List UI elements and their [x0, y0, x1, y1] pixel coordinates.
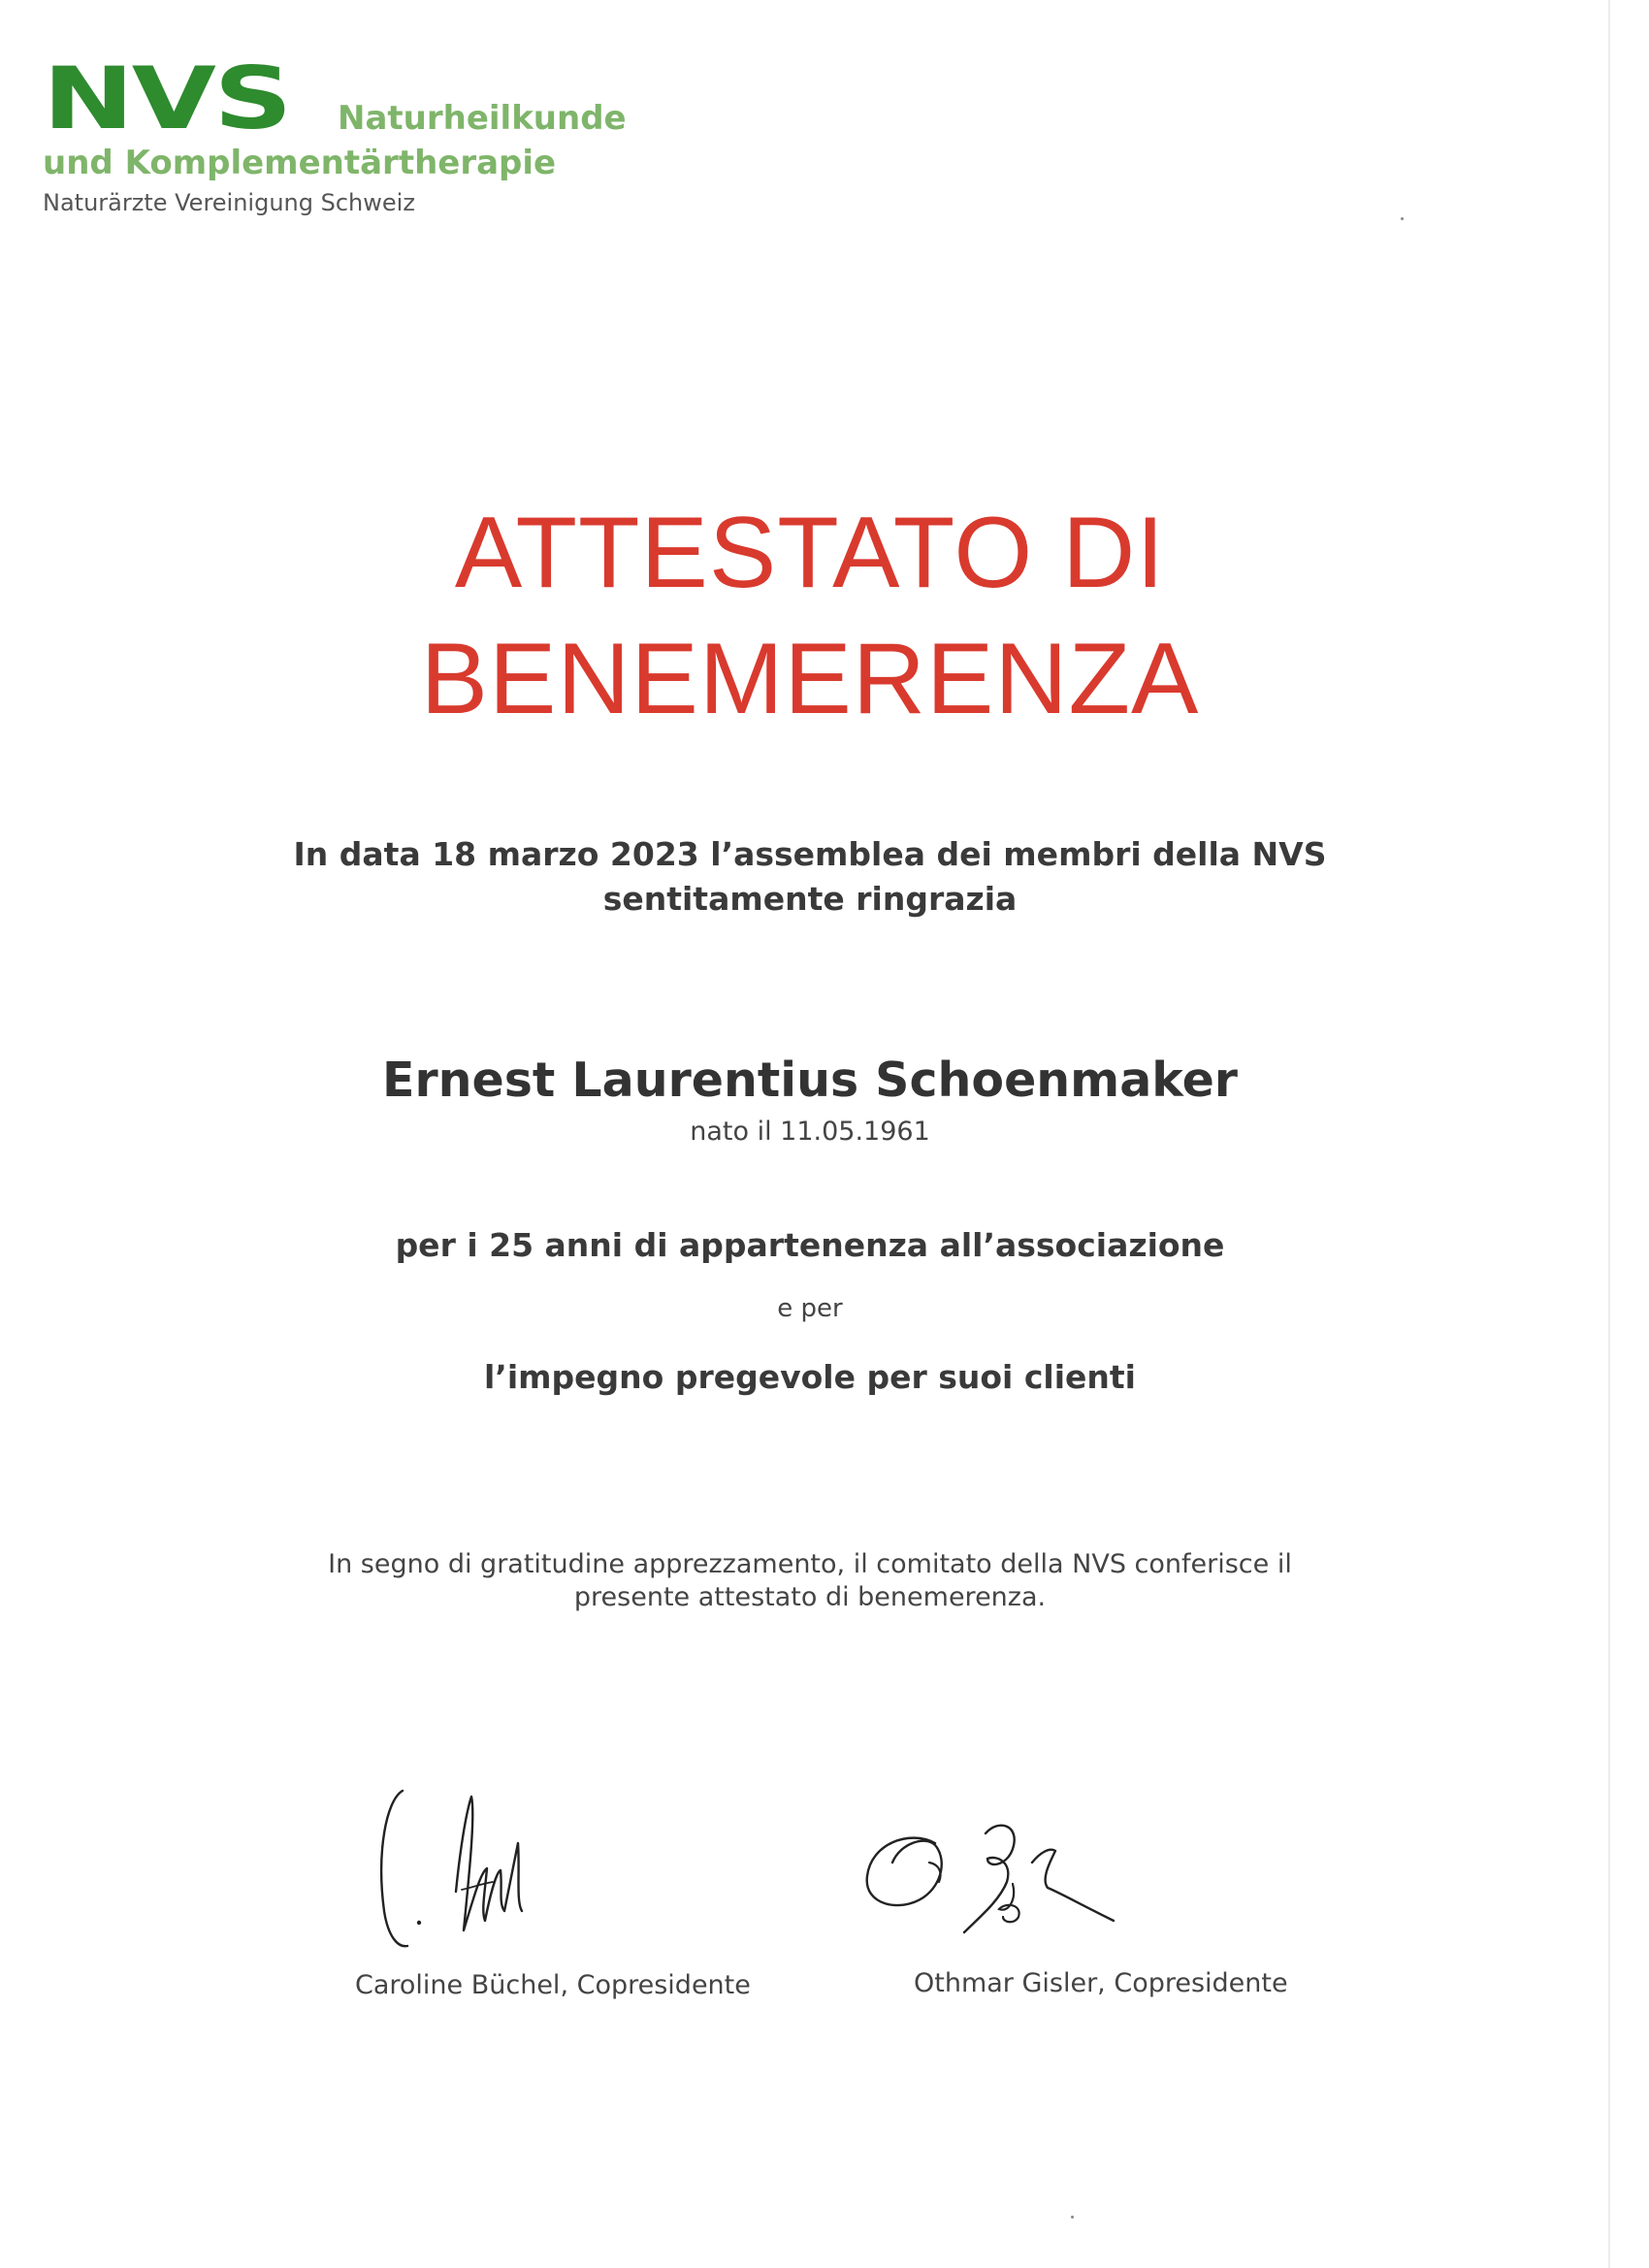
logo-line-vereinigung: Naturärzte Vereinigung Schweiz [43, 189, 415, 216]
intro-line2: sentitamente ringrazia [602, 880, 1018, 918]
closing-line1: In segno di gratitudine apprezzamento, il comitato della NVS conferisce il [328, 1549, 1292, 1579]
certificate-title-line1: ATTESTATO DI [454, 497, 1166, 609]
reason-membership: per i 25 anni di appartenenza all’associazione [395, 1226, 1225, 1264]
logo-line-naturheilkunde: Naturheilkunde [338, 99, 627, 138]
signature-block-left [330, 1775, 834, 2000]
logo-mark: NVS [43, 49, 290, 148]
nvs-logo [43, 49, 722, 231]
certificate-title-line2: BENEMERENZA [420, 623, 1200, 735]
signature-left-image [330, 1775, 582, 1969]
reason-connector: e per [777, 1294, 843, 1323]
reason-commitment: l’impegno pregevole per suoi clienti [484, 1358, 1136, 1396]
signatory-right-name: Othmar Gisler, Copresidente [914, 1968, 1288, 1998]
signature-block-right [842, 1804, 1346, 1998]
intro-line1: In data 18 marzo 2023 l’assemblea dei membri della NVS [293, 835, 1327, 873]
birth-date: nato il 11.05.1961 [690, 1117, 930, 1147]
logo-line-komplementartherapie: und Komplementärtherapie [43, 144, 557, 182]
closing-line2: presente attestato di benemerenza. [573, 1582, 1047, 1612]
scan-speck [1071, 2216, 1074, 2219]
scan-speck [1401, 217, 1404, 220]
signature-right-image [842, 1804, 1191, 1969]
recipient-name: Ernest Laurentius Schoenmaker [382, 1053, 1238, 1108]
signatory-left-name: Caroline Büchel, Copresidente [355, 1970, 751, 2000]
